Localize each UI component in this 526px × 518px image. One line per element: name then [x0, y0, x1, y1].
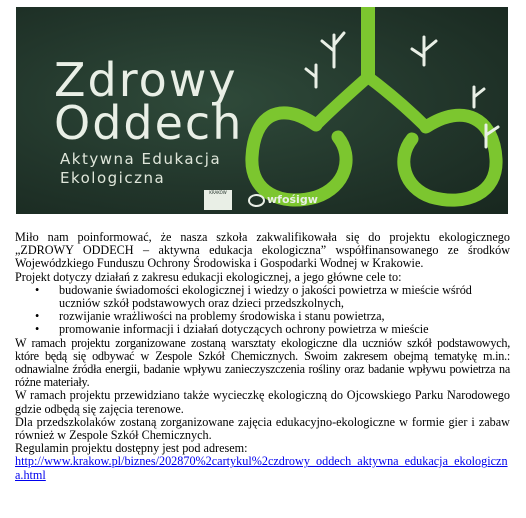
preschool-paragraph: Dla przedszkolaków zostaną zorganizowane zajęcia edukacyjno-ekologiczne w formie gier i zabaw również w Zespole Szkół Chemicznych. [15, 414, 510, 443]
goals-list [15, 284, 510, 337]
project-banner [16, 7, 508, 214]
article-body [15, 231, 510, 482]
intro-paragraph: Miło nam poinformować, że nasza szkoła zakwalifikowała się do projektu ekologicznego „ZDROWY ODDECH – aktywna edukacja ekologiczna” współfinansowanego ze środków Wojewódzkiego Funduszu Ochrony Środowiska i Gospodarki Wodnej w Krakowie. [15, 230, 510, 271]
goal-item: • rozwijanie wrażliwości na problemy środowiska i stanu powietrza, [15, 310, 510, 323]
banner-title-line2: Oddech [54, 96, 244, 150]
workshops-paragraph: W ramach projektu zorganizowane zostaną warsztaty ekologiczne dla uczniów szkół podstawowych, które będą się odbywać w Zespole Szkół Chemicznych. Swoim zakresem obejmą tematykę m.in.: odnawialne źródła energii, badanie wpływu zanieczyszczenia rośliny oraz badanie wpływu powietrza na różne materiały. [15, 335, 510, 390]
trip-paragraph: W ramach projektu przewidziano także wycieczkę ekologiczną do Ojcowskiego Parku Narodowego gdzie odbędą się zajęcia terenowe. [15, 388, 510, 416]
krakow-logo: KRAKÓW [204, 190, 232, 210]
banner-subtitle-line1: Aktywna Edukacja [60, 150, 222, 168]
goals-intro: Projekt dotyczy działań z zakresu edukacji ekologicznej, a jego główne cele to: [15, 269, 402, 284]
wfosigw-logo-text: wfośigw [267, 193, 318, 206]
wfosigw-logo [248, 193, 318, 207]
banner-title-line1: Zdrowy [54, 53, 238, 107]
rules-link[interactable]: http://www.krakow.pl/biznes/202870%2cartykul%2czdrowy_oddech_aktywna_edukacja_ekologiczna.html [15, 454, 508, 482]
wfosigw-logo-icon [248, 194, 265, 207]
goal-item: • promowanie informacji i działań dotyczących ochrony powietrza w mieście [15, 323, 510, 336]
rules-paragraph: Regulamin projektu dostępny jest pod adresem: [15, 441, 248, 456]
goal-item: • budowanie świadomości ekologicznej i wiedzy o jakości powietrza w mieście wśród uczniów szkół podstawowych oraz dzieci przedszkolnych, [15, 284, 510, 310]
banner-subtitle-line2: Ekologiczna [60, 169, 166, 187]
